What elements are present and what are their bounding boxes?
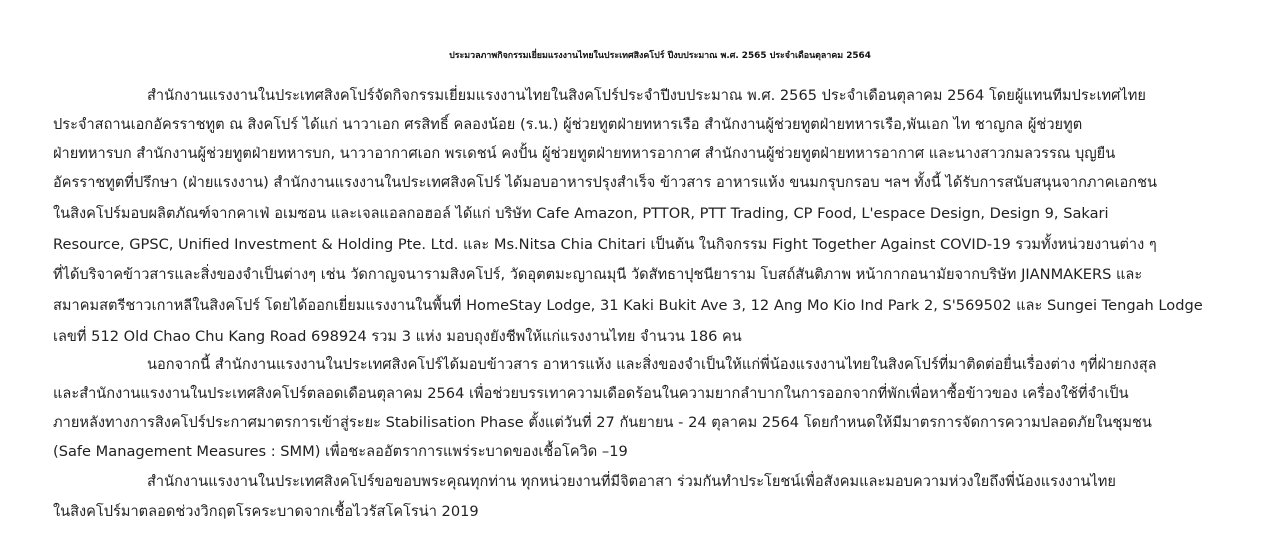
paragraph-2-line-1: นอกจากนี้ สำนักงานแรงงานในประเทศสิงคโปร์ได้มอบข้าวสาร อาหารแห้ง และสิ่งของจำเป็นให้แก่พี่น้องแรงงานไทยในสิงคโปร์ที่มาติดต่อยื่นเรื่องต่าง ๆที่ฝ่ายกงสุล	[147, 356, 1157, 373]
paragraph-2-line-2: และสำนักงานแรงงานในประเทศสิงคโปร์ตลอดเดือนตุลาคม 2564 เพื่อช่วยบรรเทาความเดือดร้อนในความยากลำบากในการออกจากที่พักเพื่อหาซื้อข้าวของ เครื่องใช้ที่จำเป็น	[53, 385, 1129, 402]
paragraph-1-line-9: เลขที่ 512 Old Chao Chu Kang Road 698924 รวม 3 แห่ง มอบถุงยังชีพให้แก่แรงงานไทย จำนวน 186 คน	[53, 328, 742, 345]
paragraph-3-line-1: สำนักงานแรงงานในประเทศสิงคโปร์ขอขอบพระคุณทุกท่าน ทุกหน่วยงานที่มีจิตอาสา ร่วมกันทำประโยชน์เพื่อสังคมและมอบความห่วงใยถึงพี่น้องแรงงานไทย	[147, 473, 1116, 490]
paragraph-3-line-2: ในสิงคโปร์มาตลอดช่วงวิกฤตโรคระบาดจากเชื้อไวรัสโคโรน่า 2019	[53, 503, 479, 520]
paragraph-1-line-6: Resource, GPSC, Unified Investment & Holding Pte. Ltd. และ Ms.Nitsa Chia Chitari เป็นต้น ในกิจกรรม Fight Together Against COVID-19 รวมทั้งหน่วยงานต่าง ๆ	[53, 236, 1157, 253]
paragraph-1-line-5: ในสิงคโปร์มอบผลิตภัณฑ์จากคาเฟ่ อเมซอน และเจลแอลกอฮอล์ ได้แก่ บริษัท Cafe Amazon, PTTOR, PTT Trading, CP Food, L'espace Design, Design 9, Sakari	[53, 205, 1109, 222]
paragraph-1-line-3: ฝ่ายทหารบก สำนักงานผู้ช่วยทูตฝ่ายทหารบก, นาวาอากาศเอก พรเดชน์ คงปั้น ผู้ช่วยทูตฝ่ายทหารอากาศ สำนักงานผู้ช่วยทูตฝ่ายทหารอากาศ และนางสาวกมลวรรณ บุญยืน	[53, 145, 1116, 162]
paragraph-2-line-4: (Safe Management Measures : SMM) เพื่อชะลออัตราการแพร่ระบาดของเชื้อโควิด –19	[53, 443, 628, 460]
paragraph-1-line-7: ที่ได้บริจาคข้าวสารและสิ่งของจำเป็นต่างๆ เช่น วัดกาญจนารามสิงคโปร์, วัดอุตตมะญาณมุนี วัดสัทธาปุชนียาราม โบสถ์สันติภาพ หน้ากากอนามัยจากบริษัท JIANMAKERS และ	[53, 266, 1143, 283]
paragraph-1-line-4: อัครราชทูตที่ปรึกษา (ฝ่ายแรงงาน) สำนักงานแรงงานในประเทศสิงคโปร์ ได้มอบอาหารปรุงสำเร็จ ข้าวสาร อาหารแห้ง ขนมกรุบกรอบ ฯลฯ ทั้งนี้ ได้รับการสนับสนุนจากภาคเอกชน	[53, 174, 1157, 191]
paragraph-1-line-8: สมาคมสตรีชาวเกาหลีในสิงคโปร์ โดยได้ออกเยี่ยมแรงงานในพื้นที่ HomeStay Lodge, 31 Kaki Bukit Ave 3, 12 Ang Mo Kio Ind Park 2, S'569502 และ Sungei Tengah Lodge	[53, 297, 1203, 314]
paragraph-1-line-1: สำนักงานแรงงานในประเทศสิงคโปร์จัดกิจกรรมเยี่ยมแรงงานไทยในสิงคโปร์ประจำปีงบประมาณ พ.ศ. 2565 ประจำเดือนตุลาคม 2564 โดยผู้แทนทีมประเทศไทย	[147, 87, 1146, 104]
paragraph-2-line-3: ภายหลังทางการสิงคโปร์ประกาศมาตรการเข้าสู่ระยะ Stabilisation Phase ตั้งแต่วันที่ 27 กันยายน - 24 ตุลาคม 2564 โดยกำหนดให้มีมาตรการจัดการความปลอดภัยในชุมชน	[53, 414, 1152, 431]
document-title: ประมวลภาพกิจกรรมเยี่ยมแรงงานไทยในประเทศสิงคโปร์ ปีงบประมาณ พ.ศ. 2565 ประจำเดือนตุลาคม 2564	[449, 51, 871, 61]
paragraph-1-line-2: ประจำสถานเอกอัครราชทูต ณ สิงคโปร์ ได้แก่ นาวาเอก ศรสิทธิ์ คลองน้อย (ร.น.) ผู้ช่วยทูตฝ่ายทหารเรือ สำนักงานผู้ช่วยทูตฝ่ายทหารเรือ,พันเอก ไท ชาญกล ผู้ช่วยทูต	[53, 116, 1083, 133]
